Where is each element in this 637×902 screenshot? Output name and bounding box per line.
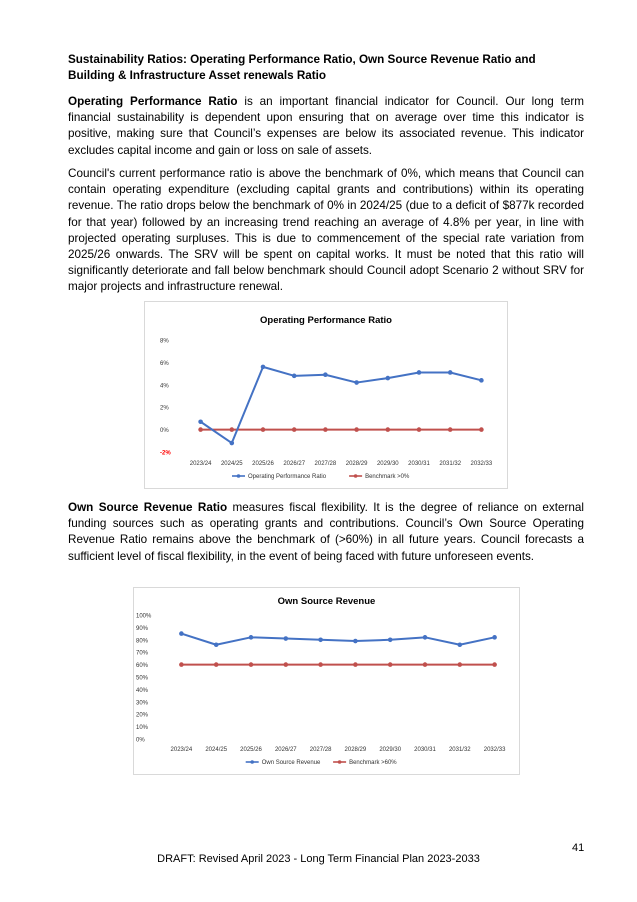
term-operating-performance-ratio: Operating Performance Ratio	[68, 95, 238, 108]
operating-performance-chart	[144, 301, 508, 489]
data-point	[198, 419, 203, 424]
data-point	[179, 662, 184, 667]
section-heading: Sustainability Ratios: Operating Performance Ratio, Own Source Revenue Ratio and Building & Infrastructure Asset renewals Ratio	[68, 53, 536, 83]
data-point	[479, 378, 484, 383]
data-point	[292, 374, 297, 379]
y-tick-label: 10%	[136, 725, 149, 732]
data-point	[388, 662, 393, 667]
data-point	[388, 638, 393, 643]
data-point	[318, 662, 323, 667]
paragraph-current-performance: Council's current performance ratio is above the benchmark of 0%, which means that Council can contain operating expenditure (excluding capital grants and contributions) within its operating revenue. The ratio drops below the benchmark of 0% in 2024/25 (due to a deficit of $877k recorded for that year) followed by an increasing trend reaching an average of 4.8% per year, in line with projected operating surpluses. This is due to commencement of the special rate variation from 2025/26 onwards. The SRV will be spent on capital works. It must be noted that this ratio will significantly deteriorate and fall below benchmark should Council adopt Scenario 2 without SRV for major projects and infrastructure renewal.	[68, 167, 584, 294]
x-tick-label: 2025/26	[240, 747, 262, 753]
term-own-source-revenue-ratio: Own Source Revenue Ratio	[68, 501, 228, 514]
legend-label: Operating Performance Ratio	[248, 474, 327, 480]
y-tick-label: 70%	[136, 650, 149, 657]
data-point	[448, 370, 453, 375]
y-tick-label: 30%	[136, 700, 149, 707]
y-tick-label: 6%	[160, 360, 169, 367]
x-tick-label: 2023/24	[170, 747, 193, 753]
x-tick-label: 2025/26	[252, 461, 274, 467]
y-tick-label: 8%	[160, 338, 169, 345]
paragraph-operating-performance	[68, 94, 584, 159]
data-point	[179, 631, 184, 636]
legend-marker	[354, 474, 358, 478]
paragraph-text: measures fiscal flexibility. It is the degree of reliance on external funding sources such as operating grants and contributions. Council’s Own Source Operating Revenue Ratio remains above the benchmark of (>60%) in all future years. Council forecasts a sufficient level of fiscal flexibility, in the event of being faced with future unforeseen events.	[68, 501, 584, 563]
data-point	[249, 662, 254, 667]
data-point	[354, 427, 359, 432]
x-tick-label: 2032/33	[483, 747, 506, 753]
chart-svg	[134, 588, 519, 774]
x-tick-label: 2031/32	[448, 747, 471, 753]
y-tick-label: 20%	[136, 712, 149, 719]
data-point	[230, 441, 235, 446]
y-tick-label: 0%	[136, 737, 145, 744]
chart-title: Own Source Revenue	[277, 596, 376, 607]
data-point	[353, 662, 358, 667]
page-footer: DRAFT: Revised April 2023 - Long Term Financial Plan 2023-2033	[157, 853, 480, 865]
data-point	[417, 427, 422, 432]
x-tick-label: 2024/25	[220, 461, 243, 467]
x-tick-label: 2030/31	[414, 747, 436, 753]
x-tick-label: 2024/25	[205, 747, 228, 753]
legend-label: Own Source Revenue	[261, 760, 321, 766]
x-tick-label: 2028/29	[345, 461, 368, 467]
y-tick-label: 40%	[136, 687, 149, 694]
data-point	[354, 380, 359, 385]
series-line	[181, 634, 494, 645]
data-point	[214, 642, 219, 647]
data-point	[492, 662, 497, 667]
data-point	[417, 370, 422, 375]
x-tick-label: 2029/30	[376, 461, 399, 467]
data-point	[292, 427, 297, 432]
data-point	[386, 376, 391, 381]
paragraph-text: is an important financial indicator for Council. Our long term financial sustainability is dependent upon ensuring that on average over time this indicator is positive, making sure that Council’s expenses are below its associated revenue. This indicator excludes capital income and gain or loss on sale of assets.	[68, 95, 584, 157]
y-tick-label: 0%	[160, 428, 169, 435]
data-point	[230, 427, 235, 432]
chart-title: Operating Performance Ratio	[260, 315, 392, 326]
x-tick-label: 2027/28	[314, 461, 337, 467]
paragraph-own-source-revenue	[68, 500, 584, 565]
data-point	[323, 427, 328, 432]
data-point	[492, 635, 497, 640]
data-point	[318, 638, 323, 643]
x-tick-label: 2032/33	[470, 461, 493, 467]
data-point	[423, 662, 428, 667]
x-tick-label: 2031/32	[439, 461, 462, 467]
data-point	[249, 635, 254, 640]
data-point	[423, 635, 428, 640]
legend-marker	[250, 760, 254, 764]
x-tick-label: 2030/31	[408, 461, 430, 467]
data-point	[261, 427, 266, 432]
x-tick-label: 2027/28	[309, 747, 332, 753]
series-line	[201, 367, 482, 443]
data-point	[214, 662, 219, 667]
data-point	[198, 427, 203, 432]
data-point	[458, 662, 463, 667]
x-tick-label: 2026/27	[283, 461, 306, 467]
data-point	[323, 372, 328, 377]
data-point	[261, 365, 266, 370]
data-point	[284, 636, 289, 641]
x-tick-label: 2029/30	[379, 747, 402, 753]
y-tick-label: 4%	[160, 383, 169, 390]
data-point	[284, 662, 289, 667]
chart-svg	[145, 302, 507, 488]
legend-marker	[338, 760, 342, 764]
legend-label: Benchmark >0%	[365, 474, 410, 480]
y-tick-label: 2%	[160, 405, 169, 412]
x-tick-label: 2023/24	[189, 461, 212, 467]
page-number: 41	[572, 842, 585, 854]
data-point	[353, 639, 358, 644]
data-point	[448, 427, 453, 432]
y-tick-label: 100%	[136, 613, 152, 620]
own-source-revenue-chart	[133, 587, 520, 775]
legend-marker	[237, 474, 241, 478]
data-point	[479, 427, 484, 432]
data-point	[458, 642, 463, 647]
x-tick-label: 2028/29	[344, 747, 367, 753]
y-tick-label: 90%	[136, 625, 149, 632]
y-tick-label: -2%	[160, 450, 171, 457]
x-tick-label: 2026/27	[274, 747, 297, 753]
y-tick-label: 80%	[136, 638, 149, 645]
data-point	[386, 427, 391, 432]
legend-label: Benchmark >60%	[349, 760, 397, 766]
y-tick-label: 50%	[136, 675, 149, 682]
y-tick-label: 60%	[136, 663, 149, 670]
